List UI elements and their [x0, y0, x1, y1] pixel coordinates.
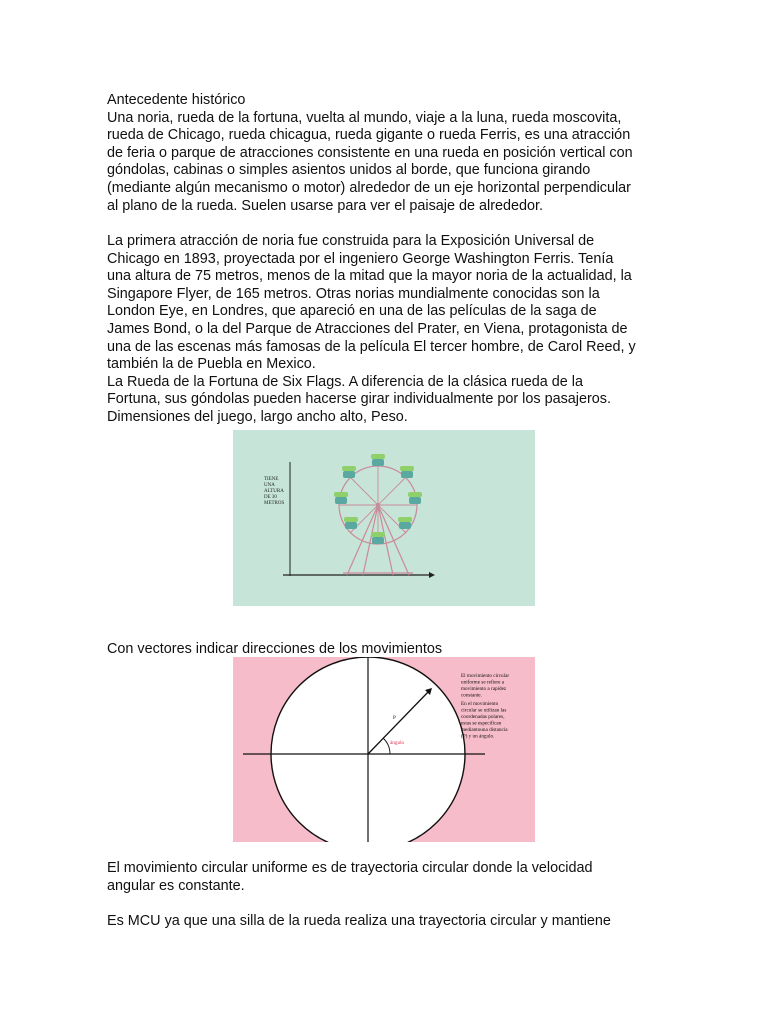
radius-label: P: [393, 715, 396, 721]
angle-label: ángulo: [390, 740, 405, 746]
gondola: [371, 454, 385, 466]
gondola: [371, 532, 385, 544]
svg-text:estas se especifican: estas se especifican: [461, 720, 502, 727]
ferris-wheel-diagram: [233, 430, 535, 606]
gondola: [334, 492, 348, 504]
circular-motion-figure: [233, 657, 535, 842]
height-label: [264, 477, 285, 506]
svg-text:circular se utilizan las: circular se utilizan las: [461, 707, 507, 714]
svg-text:UNA: UNA: [264, 483, 275, 488]
ferris-wheel-figure: [233, 430, 535, 606]
svg-text:En el movimiento: En el movimiento: [461, 701, 499, 707]
gondola: [400, 466, 414, 478]
svg-text:uniforme se refiere a: uniforme se refiere a: [461, 679, 505, 686]
six-flags-paragraph: La Rueda de la Fortuna de Six Flags. A diferencia de la clásica rueda de la Fortuna, sus góndolas pueden hacerse girar individualmente por los pasajeros. Dimensiones del juego, largo ancho alto, Peso.: [107, 373, 611, 425]
mcu-definition-paragraph: El movimiento circular uniforme es de trayectoria circular donde la velocidad angular es constante.: [107, 860, 593, 894]
svg-text:constante.: constante.: [461, 692, 482, 699]
svg-text:DE 30: DE 30: [264, 495, 277, 500]
svg-text:METROS: METROS: [264, 501, 285, 506]
svg-text:(P) y un ángulo.: (P) y un ángulo.: [461, 733, 495, 740]
gondola: [408, 492, 422, 504]
mcu-explanation-paragraph: Es MCU ya que una silla de la rueda realiza una trayectoria circular y mantiene: [107, 913, 611, 929]
gondola: [344, 517, 358, 529]
svg-text:coordenadas polares,: coordenadas polares,: [461, 714, 505, 720]
intro-paragraph: Una noria, rueda de la fortuna, vuelta al mundo, viaje a la luna, rueda moscovita, rueda de Chicago, rueda chicagua, rueda gigante o rueda Ferris, es una atracción de feria o parque de atracciones consistente en una rueda en posición vertical con góndolas, cabinas o simples asientos unidos al borde, que funciona girando (mediante algún mecanismo o motor) alrededor de un eje horizontal perpendicular al plano de la rueda. Suelen usarse para ver el paisaje de alrededor.: [107, 109, 633, 214]
svg-text:ALTURA: ALTURA: [264, 489, 284, 494]
section-title: Antecedente histórico: [107, 92, 246, 108]
gondola: [398, 517, 412, 529]
history-paragraph: La primera atracción de noria fue construida para la Exposición Universal de Chicago en 1893, proyectada por el ingeniero George Washington Ferris. Tenía una altura de 75 metros, menos de la mitad que la mayor noria de la actualidad, la Singapore Flyer, de 165 metros. Otras norias mundialmente conocidas son la London Eye, en Londres, que apareció en una de las películas de la saga de James Bond, o la del Parque de Atracciones del Prater, en Viena, protagonista de una de las escenas más famosas de la película El tercer hombre, de Carol Reed, y también la de Puebla en Mexico.: [107, 233, 636, 373]
gondola: [342, 466, 356, 478]
svg-text:movimiento a rapidez: movimiento a rapidez: [461, 686, 507, 692]
wheel-hub: [376, 503, 380, 507]
polar-coordinates-note: [461, 673, 509, 740]
svg-text:El movimiento circular: El movimiento circular: [461, 673, 510, 679]
svg-text:TIENE: TIENE: [264, 477, 279, 482]
svg-text:mediantouna distancia: mediantouna distancia: [461, 727, 508, 733]
circular-motion-diagram: [233, 657, 535, 842]
vectors-caption: Con vectores indicar direcciones de los movimientos: [107, 641, 443, 657]
